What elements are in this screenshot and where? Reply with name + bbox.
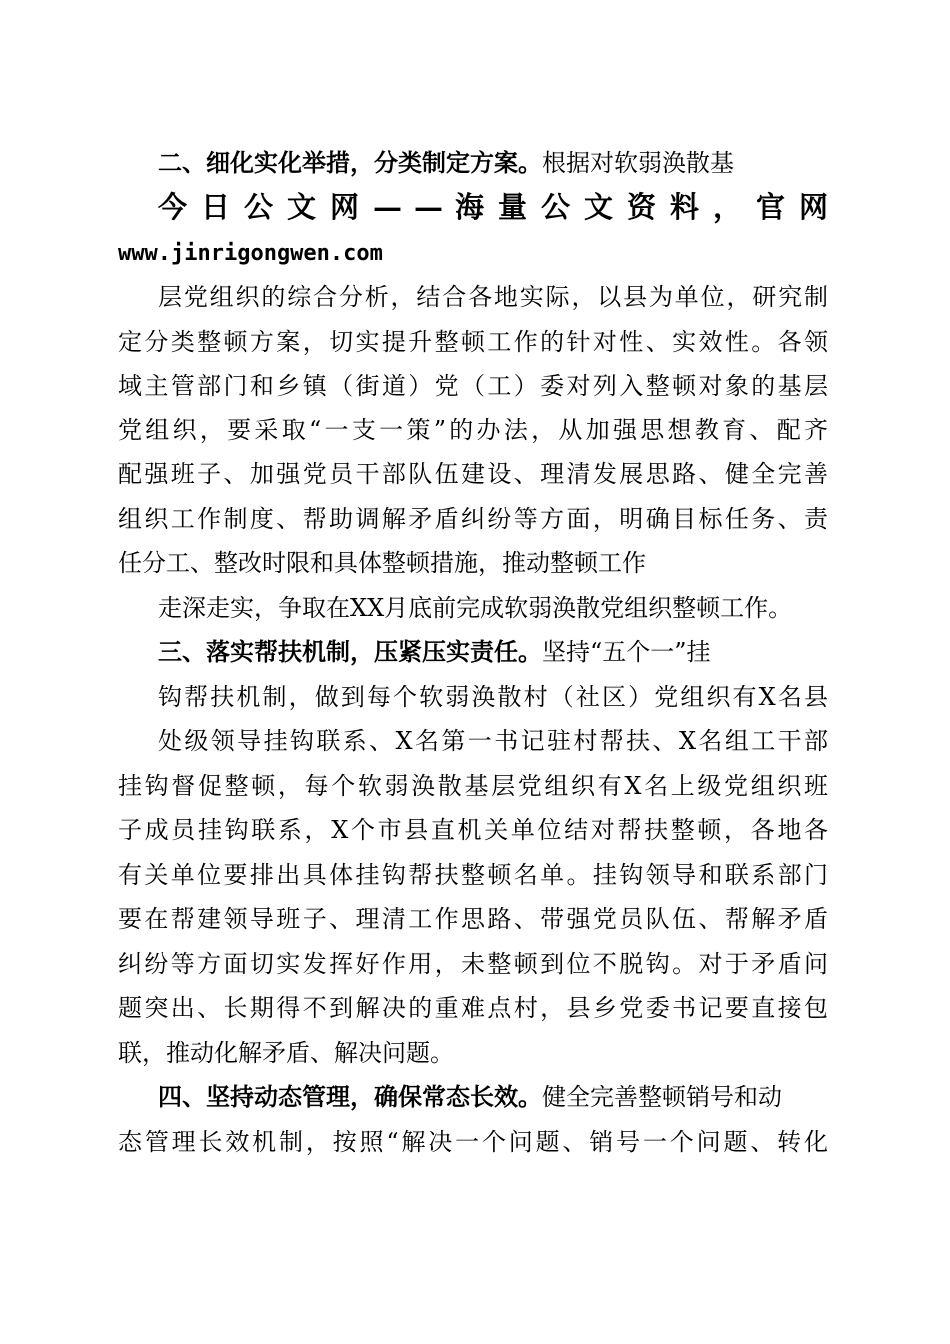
banner-title: 今 日 公 文 网 — — 海 量 公 文 资 料 ， 官 网 bbox=[158, 190, 828, 224]
text-line: 处级领导挂钩联系、X名第一书记驻村帮扶、X名组工干部 bbox=[158, 727, 828, 755]
section-3-intro: 坚持“五个一”挂 bbox=[542, 638, 711, 666]
text-line: 定分类整顿方案，切实提升整顿工作的针对性、实效性。各领 bbox=[118, 328, 828, 356]
text-line: 任分工、整改时限和具体整顿措施，推动整顿工作 bbox=[118, 549, 646, 577]
text-line: 挂钩督促整顿，每个软弱涣散基层党组织有X名上级党组织班 bbox=[118, 772, 828, 800]
section-4-heading: 四、坚持动态管理，确保常态长效。 bbox=[158, 1082, 542, 1111]
text-line: 纠纷等方面切实发挥好作用，未整顿到位不脱钩。对于矛盾问 bbox=[118, 950, 828, 978]
text-line: 党组织，要采取“一支一策”的办法，从加强思想教育、配齐 bbox=[118, 416, 828, 444]
section-4-intro: 健全完善整顿销号和动 bbox=[542, 1083, 782, 1111]
section-2-intro: 根据对软弱涣散基 bbox=[542, 149, 734, 177]
text-line: 态管理长效机制，按照“解决一个问题、销号一个问题、转化 bbox=[118, 1128, 828, 1156]
text-line: 走深走实，争取在XX月底前完成软弱涣散党组织整顿工作。 bbox=[158, 594, 793, 622]
text-line: 域主管部门和乡镇（街道）党（工）委对列入整顿对象的基层 bbox=[118, 372, 828, 400]
text-line: 子成员挂钩联系，X个市县直机关单位结对帮扶整顿，各地各 bbox=[118, 816, 828, 844]
section-4-paragraph-start bbox=[158, 1075, 828, 1119]
text-line: 有关单位要排出具体挂钩帮扶整顿名单。挂钩领导和联系部门 bbox=[118, 861, 828, 889]
section-2-heading: 二、细化实化举措，分类制定方案。 bbox=[158, 148, 542, 177]
text-line: 联，推动化解矛盾、解决问题。 bbox=[118, 1039, 454, 1067]
text-line: 配强班子、加强党员干部队伍建设、理清发展思路、健全完善 bbox=[118, 460, 828, 488]
text-line: 层党组织的综合分析，结合各地实际，以县为单位，研究制 bbox=[158, 283, 828, 311]
text-line: 钩帮扶机制，做到每个软弱涣散村（社区）党组织有X名县 bbox=[158, 683, 828, 711]
section-3-heading: 三、落实帮扶机制，压紧压实责任。 bbox=[158, 637, 542, 666]
text-line: 要在帮建领导班子、理清工作思路、带强党员队伍、帮解矛盾 bbox=[118, 905, 828, 933]
section-3-paragraph-start bbox=[158, 630, 828, 674]
banner-url: www.jinrigongwen.com bbox=[118, 241, 383, 266]
text-line: 组织工作制度、帮助调解矛盾纠纷等方面，明确目标任务、责 bbox=[118, 505, 828, 533]
text-line: 题突出、长期得不到解决的重难点村，县乡党委书记要直接包 bbox=[118, 994, 828, 1022]
section-2-paragraph-start bbox=[158, 141, 828, 185]
